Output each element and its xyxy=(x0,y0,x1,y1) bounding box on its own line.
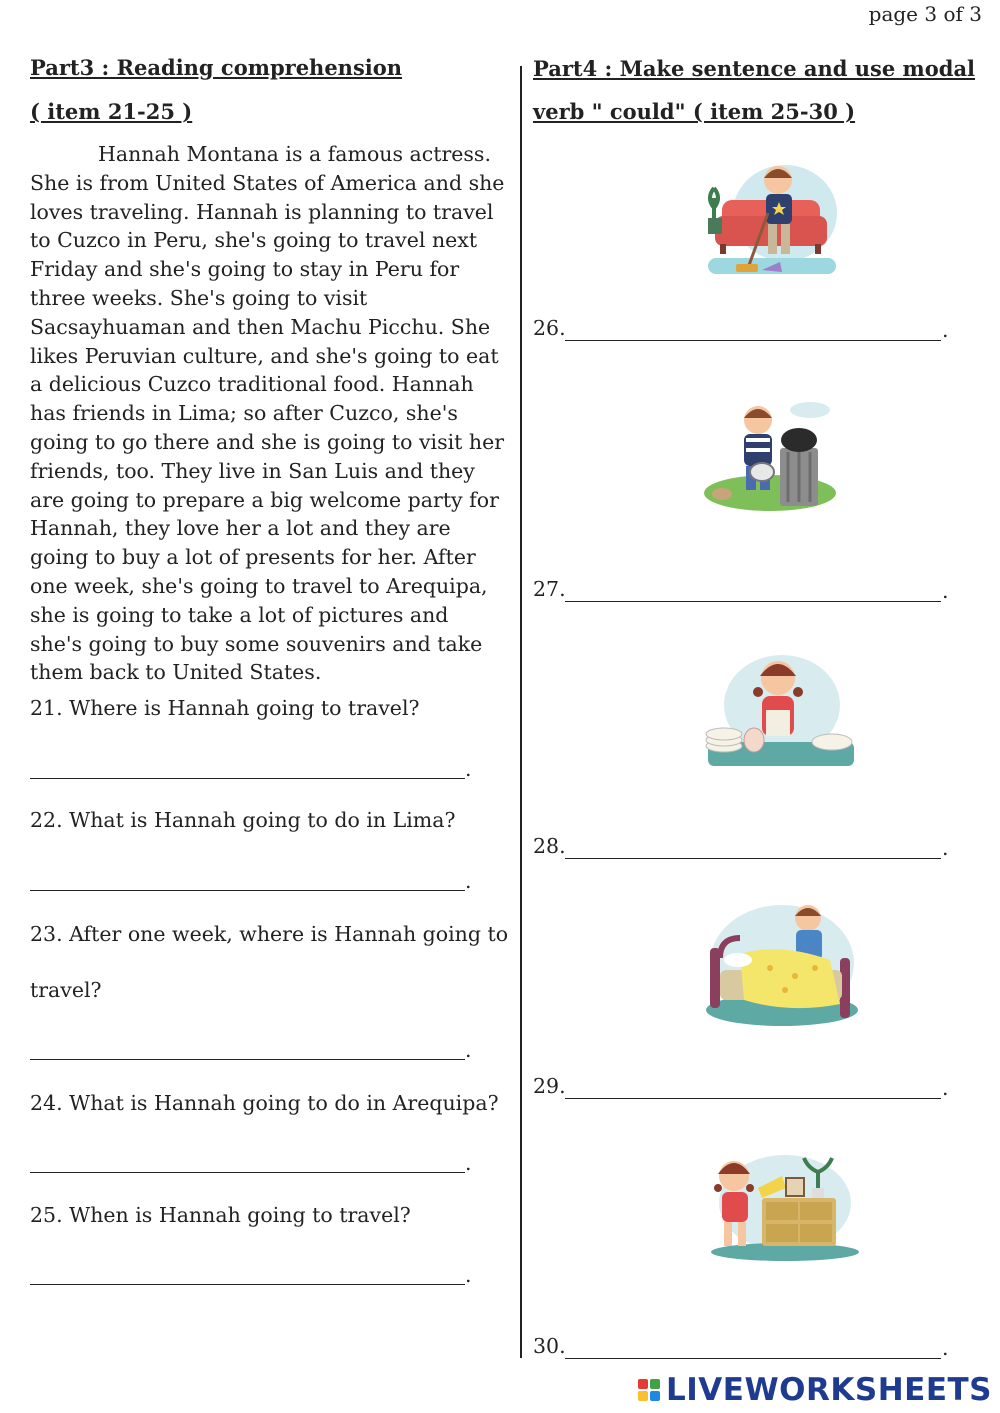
answer-21-period: . xyxy=(465,757,472,781)
answer-27-period: . xyxy=(942,579,949,603)
item-26-number: 26. xyxy=(533,316,566,340)
answer-28-line[interactable] xyxy=(565,858,941,859)
liveworksheets-logo-icon xyxy=(638,1379,660,1401)
girl-dusting-picture xyxy=(700,1148,860,1263)
answer-22-period: . xyxy=(465,869,472,893)
column-divider xyxy=(520,66,522,1358)
question-24: 24. What is Hannah going to do in Arequipa? xyxy=(30,1091,499,1115)
item-28-number: 28. xyxy=(533,834,566,858)
part3-heading: Part3 : Reading comprehension xyxy=(30,55,403,80)
answer-30-line[interactable] xyxy=(565,1358,941,1359)
question-21: 21. Where is Hannah going to travel? xyxy=(30,696,420,720)
answer-29-period: . xyxy=(942,1076,949,1100)
answer-24-line[interactable] xyxy=(30,1172,465,1173)
answer-24-period: . xyxy=(465,1151,472,1175)
boy-sweeping-picture xyxy=(700,158,840,283)
question-23: 23. After one week, where is Hannah going to xyxy=(30,922,509,946)
answer-25-period: . xyxy=(465,1263,472,1287)
logo-square-yellow xyxy=(638,1391,648,1401)
item-27-number: 27. xyxy=(533,577,566,601)
answer-26-period: . xyxy=(942,318,949,342)
boy-trash-picture xyxy=(700,398,840,523)
answer-28-period: . xyxy=(942,836,949,860)
answer-22-line[interactable] xyxy=(30,890,465,891)
boy-making-bed-picture xyxy=(700,898,862,1033)
page-number: page 3 of 3 xyxy=(868,2,982,26)
item-30-number: 30. xyxy=(533,1334,566,1358)
logo-square-blue xyxy=(650,1391,660,1401)
answer-23-line[interactable] xyxy=(30,1059,465,1060)
answer-21-line[interactable] xyxy=(30,778,465,779)
logo-square-red xyxy=(638,1379,648,1389)
item-29-number: 29. xyxy=(533,1074,566,1098)
girl-dishes-picture xyxy=(700,650,860,775)
question-22: 22. What is Hannah going to do in Lima? xyxy=(30,808,456,832)
part4-subheading: verb " could" ( item 25-30 ) xyxy=(533,99,856,124)
logo-square-green xyxy=(650,1379,660,1389)
part3-subheading: ( item 21-25 ) xyxy=(30,99,193,124)
question-25: 25. When is Hannah going to travel? xyxy=(30,1203,411,1227)
answer-30-period: . xyxy=(942,1336,949,1360)
answer-26-line[interactable] xyxy=(565,340,941,341)
answer-23-period: . xyxy=(465,1038,472,1062)
reading-passage xyxy=(30,140,506,687)
liveworksheets-logo[interactable] xyxy=(638,1372,992,1408)
brand-name: LIVEWORKSHEETS xyxy=(666,1372,992,1408)
part4-heading: Part4 : Make sentence and use modal xyxy=(533,56,976,81)
question-23-cont: travel? xyxy=(30,978,102,1002)
answer-25-line[interactable] xyxy=(30,1284,465,1285)
answer-29-line[interactable] xyxy=(565,1098,941,1099)
answer-27-line[interactable] xyxy=(565,601,941,602)
passage-text: Hannah Montana is a famous actress. She is from United States of America and she loves traveling. Hannah is planning to travel to Cuzco in Peru, she's going to travel next Friday and she's going to stay in Peru for three weeks. She's going to visit Sacsayhuaman and then Machu Picchu. She likes Peruvian culture, and she's going to eat a delicious Cuzco traditional food. Hannah has friends in Lima; so after Cuzco, she's going to go there and she is going to visit her friends, too. They live in San Luis and they are going to prepare a big welcome party for Hannah, they love her a lot and they are going to buy a lot of presents for her. After one week, she's going to travel to Arequipa, she is going to take a lot of pictures and she's going to buy some souvenirs and take them back to United States. xyxy=(30,142,505,685)
